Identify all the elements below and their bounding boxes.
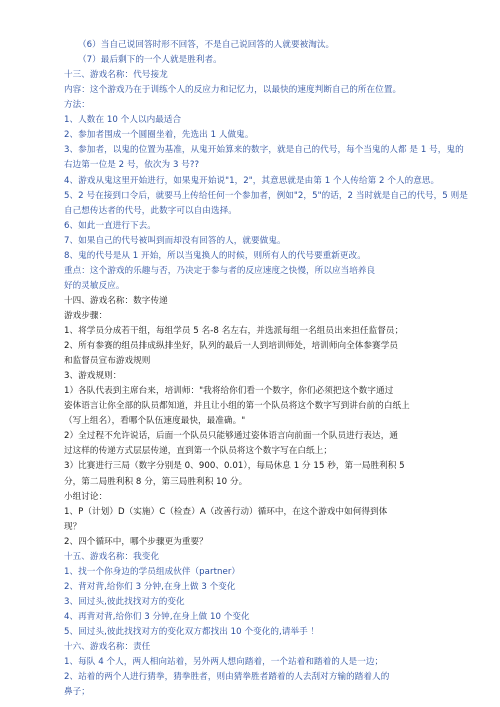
- text-line: 分，第二局胜利积 8 分，第三局胜利积 10 分。: [64, 476, 248, 487]
- text-line: 十五、游戏名称：我变化: [64, 551, 160, 562]
- text-line: 内容：这个游戏乃在于训练个人的反应力和记忆力，以最快的速度判断自己的所在位置。: [64, 85, 402, 96]
- text-line: 过这样的传递方式层层传递，直到第一个队员将这个数字写在白纸上；: [64, 446, 332, 457]
- text-line: 2）全过程不允许说话，后面一个队员只能够通过姿体语言向前面一个队员进行表达，通: [64, 431, 398, 442]
- text-line: 4、再背对背,给你们 3 分钟,在身上做 10 个变化: [64, 611, 250, 622]
- text-line: 游戏步骤：: [64, 310, 108, 321]
- text-line: 3）比赛进行三局（数字分别是 0、900、0.01），每局休息 1 分 15 秒，第一局胜利积 5: [64, 461, 405, 472]
- text-line: （7）最后剩下的一个人就是胜利者。: [78, 55, 222, 65]
- text-line: 2、四个循环中，哪个步骤更为重要？: [64, 536, 208, 547]
- text-line: 右边第一位是 2 号，依次为 3 号??: [64, 160, 200, 171]
- text-line: 2、背对背,给你们 3 分钟,在身上做 3 个变化: [64, 581, 236, 592]
- text-line: 5、2 号在接到口令后，就要马上传给任何一个参加者，例如"2，5"的话，2 当时就是自己的代号，5 则是: [64, 190, 468, 201]
- text-line: 姿体语言让你全部的队员都知道，并且让小组的第一个队员将这个数字写到讲台前的白纸上: [64, 401, 410, 412]
- text-line: 3、游戏规则：: [64, 371, 122, 382]
- text-line: 3、参加者，以鬼的位置为基准，从鬼开始算来的数字，就是自己的代号，每个当鬼的人都 是 1 号，鬼的: [64, 145, 464, 156]
- text-line: 4、游戏从鬼这里开始进行，如果鬼开始说"1，2"，其意思就是由第 1 个人传给第 2 个人的意思。: [64, 175, 440, 186]
- text-line: （写上组名），看哪个队伍速度最快，最准确。": [64, 416, 246, 427]
- text-line: 鼻子；: [64, 687, 90, 698]
- text-line: 5、回过头,彼此找找对方的变化双方都找出 10 个变化的,请举手 ！: [64, 627, 320, 637]
- text-line: 十四、游戏名称：数字传递: [64, 295, 168, 306]
- text-line: 2、站着的两个人进行猜拳，猜拳胜者，则由猜拳胜者踏着的人去刮对方输的踏着人的: [64, 672, 390, 683]
- text-line: （6）当自己说回答时形不回答，不是自己说回答的人就要被淘汰。: [78, 40, 335, 50]
- text-line: 1、P（计划）D（实施）C（检查）A（改善行动）循环中，在这个游戏中如何得到体: [64, 506, 388, 517]
- text-line: 1、找一个你身边的学员组成伙伴（partner）: [64, 566, 241, 577]
- text-line: 1、将学员分成若干组，每组学员 5 名-8 名左右，并选派每组一名组员出来担任监督员；: [64, 325, 404, 336]
- text-line: 十六、游戏名称：责任: [64, 642, 151, 652]
- text-line: 重点：这个游戏的乐趣与否，乃决定于参与者的反应速度之快慢，所以应当培养良: [64, 265, 376, 276]
- text-line: 好的灵敏反应。: [64, 280, 125, 291]
- text-line: 现？: [64, 521, 82, 532]
- text-line: 3、回过头,彼此找找对方的变化: [64, 596, 185, 607]
- text-line: 7、如果自己的代号被叫到而却没有回答的人，就要做鬼。: [64, 235, 286, 246]
- text-line: 和监督员宣布游戏规则: [64, 356, 151, 367]
- text-line: 2、参加者围成一个圆圈坐着，先选出 1 人做鬼。: [64, 130, 254, 141]
- text-line: 自己想传达者的代号，此数字可以自由选择。: [64, 205, 237, 216]
- text-line: 2、所有参赛的组员排成纵排坐好，队列的最后一人到培训师处，培训师向全体参赛学员: [64, 341, 398, 351]
- text-line: 1）各队代表到主席台来，培训师："我将给你们看一个数字，你们必须把这个数字通过: [64, 386, 394, 397]
- text-line: 1、每队 4 个人，两人相向站着，另外两人想向踏着，一个站着和踏着的人是一边；: [64, 657, 384, 668]
- text-line: 8、鬼的代号是从 1 开始，所以当鬼换人的时候，则所有人的代号要重新更改。: [64, 250, 366, 261]
- text-line: 方法：: [64, 100, 90, 111]
- text-line: 6、如此一直进行下去。: [64, 220, 156, 231]
- text-line: 十三、游戏名称：代号接龙: [64, 70, 168, 81]
- text-line: 1、人数在 10 个人以内最适合: [64, 115, 182, 126]
- text-line: 小组讨论：: [64, 491, 108, 502]
